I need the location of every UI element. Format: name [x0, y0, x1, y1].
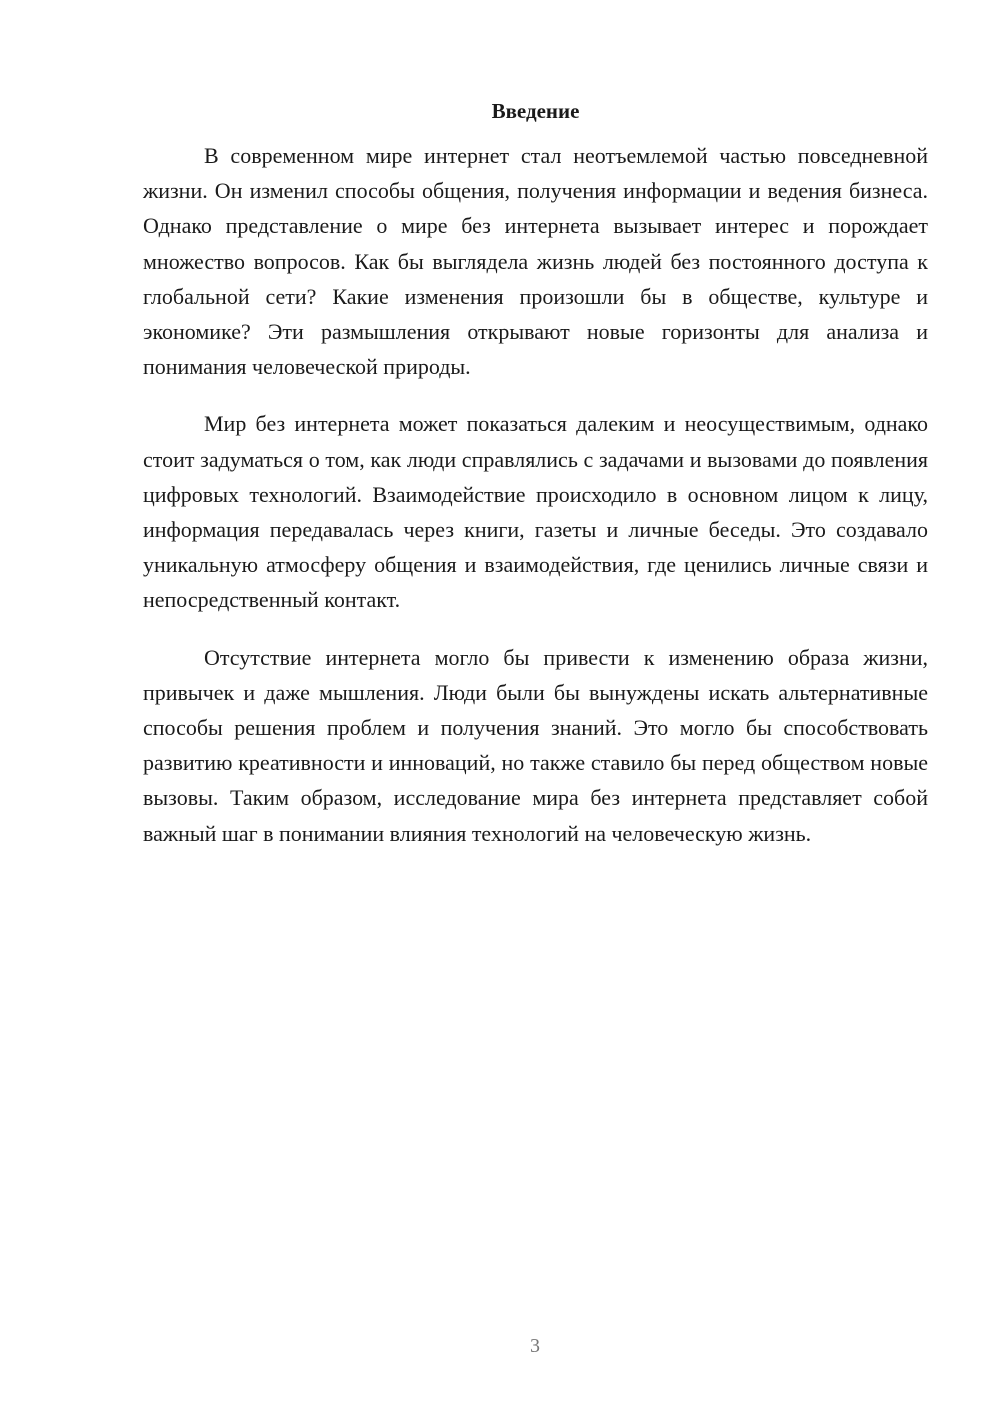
paragraph-2: Мир без интернета может показаться далеким и неосуществимым, однако стоит задуматься о том, как люди справлялись с задачами и вызовами до появления цифровых технологий. Взаимодействие происходило в основном лицом к лицу, информация передавалась через книги, газеты и личные беседы. Это создавало уникальную атмосферу общения и взаимодействия, где ценились личные связи и непосредственный контакт. [143, 411, 928, 613]
section-title: Введение [491, 99, 580, 123]
page-content [143, 96, 928, 873]
page-number: 3 [530, 1335, 540, 1357]
paragraph-1: В современном мире интернет стал неотъемлемой частью повседневной жизни. Он изменил способы общения, получения информации и ведения бизнеса. Однако представление о мире без интернета вызывает интерес и порождает множество вопросов. Как бы выглядела жизнь людей без постоянного доступа к глобальной сети? Какие изменения произошли бы в обществе, культуре и экономике? Эти размышления открывают новые горизонты для анализа и понимания человеческой природы. [143, 143, 928, 380]
paragraph-3: Отсутствие интернета могло бы привести к изменению образа жизни, привычек и даже мышления. Люди были бы вынуждены искать альтернативные способы решения проблем и получения знаний. Это могло бы способствовать развитию креативности и инноваций, но также ставило бы перед обществом новые вызовы. Таким образом, исследование мира без интернета представляет собой важный шаг в понимании влияния технологий на человеческую жизнь. [143, 644, 928, 846]
